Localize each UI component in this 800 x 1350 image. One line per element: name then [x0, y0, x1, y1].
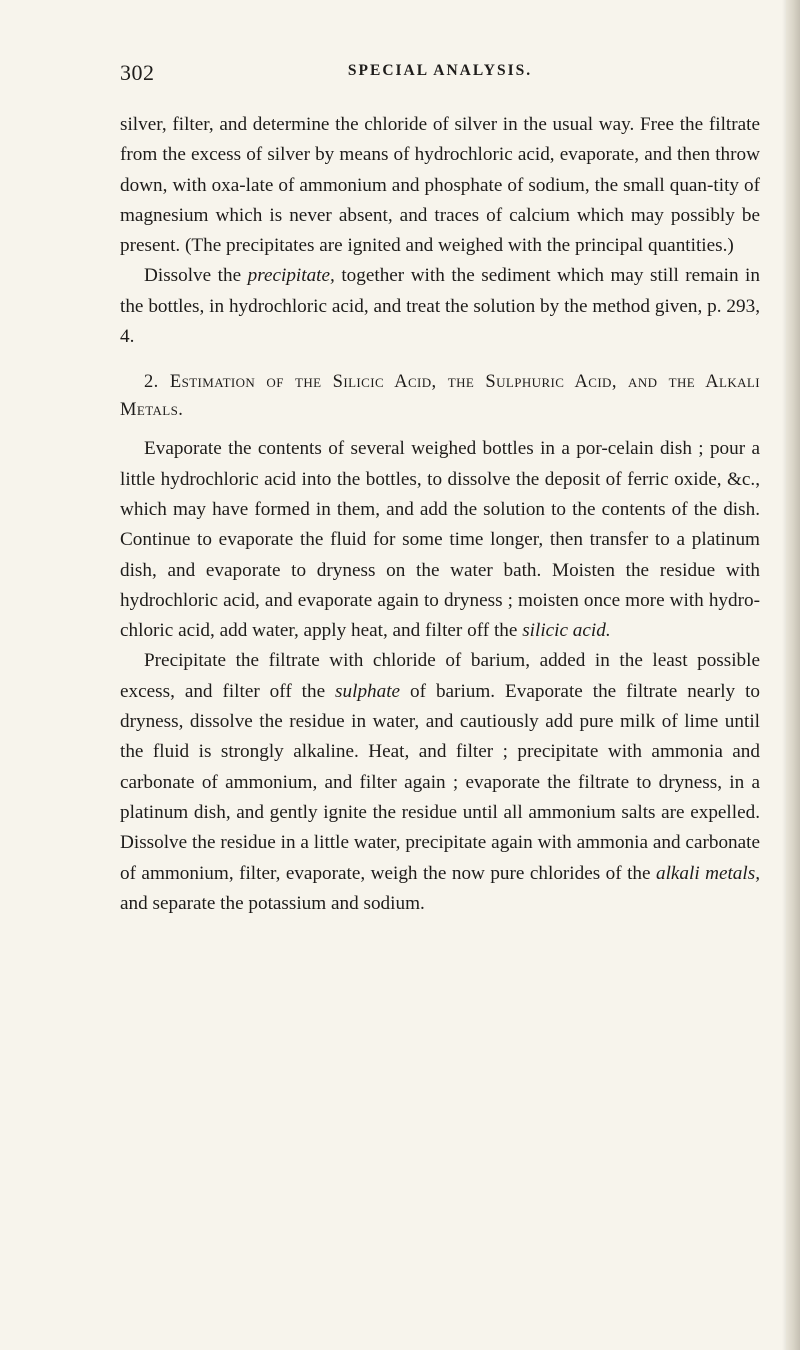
- body-text: [120, 110, 760, 919]
- page-number: 302: [120, 60, 155, 85]
- running-head: [120, 60, 760, 90]
- text-run: Dissolve the: [144, 265, 248, 287]
- italic-term: silicic acid.: [522, 620, 611, 642]
- text-run: Precipitate the filtrate with chloride of barium, added in the least possible excess, and filter off the: [120, 650, 760, 702]
- text-run: together with the sediment which may still remain in the bottles, in hydrochloric acid, and treat the solution by the method given, p. 293, 4.: [120, 265, 760, 348]
- paragraph-evaporate: [120, 434, 760, 646]
- paragraph-continued: silver, filter, and determine the chloride of silver in the usual way. Free the filtrate from the excess of silver by means of hydrochloric acid, evaporate, and then throw down, with oxa-late of ammonium and phosphate of sodium, the small quan-tity of magnesium which is never absent, and traces of calcium which may possibly be present. (The precipitates are ignited and weighed with the principal quantities.): [120, 114, 760, 257]
- paragraph-precipitate-filtrate: [120, 646, 760, 919]
- italic-term: alkali metals,: [655, 862, 761, 884]
- text-run: Evaporate the contents of several weighed bottles in a por-celain dish ; pour a little hydrochloric acid into the bottles, to dissolve the deposit of ferric oxide, &c., which may have formed in them, and add the solution to the contents of the dish. Continue to evaporate the fluid for some time longer, then transfer to a platinum dish, and evaporate to dryness on the water bath. Moisten the residue with hydrochloric acid, and evaporate again to dryness ; moisten once more with hydro-chloric acid, add water, apply heat, and filter off the: [120, 438, 760, 642]
- text-run: of barium. Evaporate the filtrate nearly to dryness, dissolve the residue in water, and cautiously add pure milk of lime until the fluid is strongly alkaline. Heat, and filter ; precipitate with ammonia and carbonate of ammonium, and filter again ; evaporate the filtrate to dryness, in a platinum dish, and gently ignite the residue until all ammonium salts are expelled. Dissolve the residue in a little water, precipitate again with ammonia and carbonate of ammonium, filter, evaporate, weigh the now pure chlorides of the: [120, 680, 761, 884]
- paragraph-dissolve-precipitate: [120, 261, 760, 352]
- spacer: [120, 352, 760, 360]
- italic-term: precipitate,: [247, 265, 335, 287]
- section-heading: 2. Estimation of the Silicic Acid, the Sulphuric Acid, and the Alkali Metals.: [120, 372, 760, 421]
- running-title: SPECIAL ANALYSIS.: [347, 62, 533, 79]
- italic-term: sulphate: [335, 680, 401, 702]
- text-run: and separate the potassium and sodium.: [120, 892, 425, 914]
- page-edge: [786, 0, 800, 1350]
